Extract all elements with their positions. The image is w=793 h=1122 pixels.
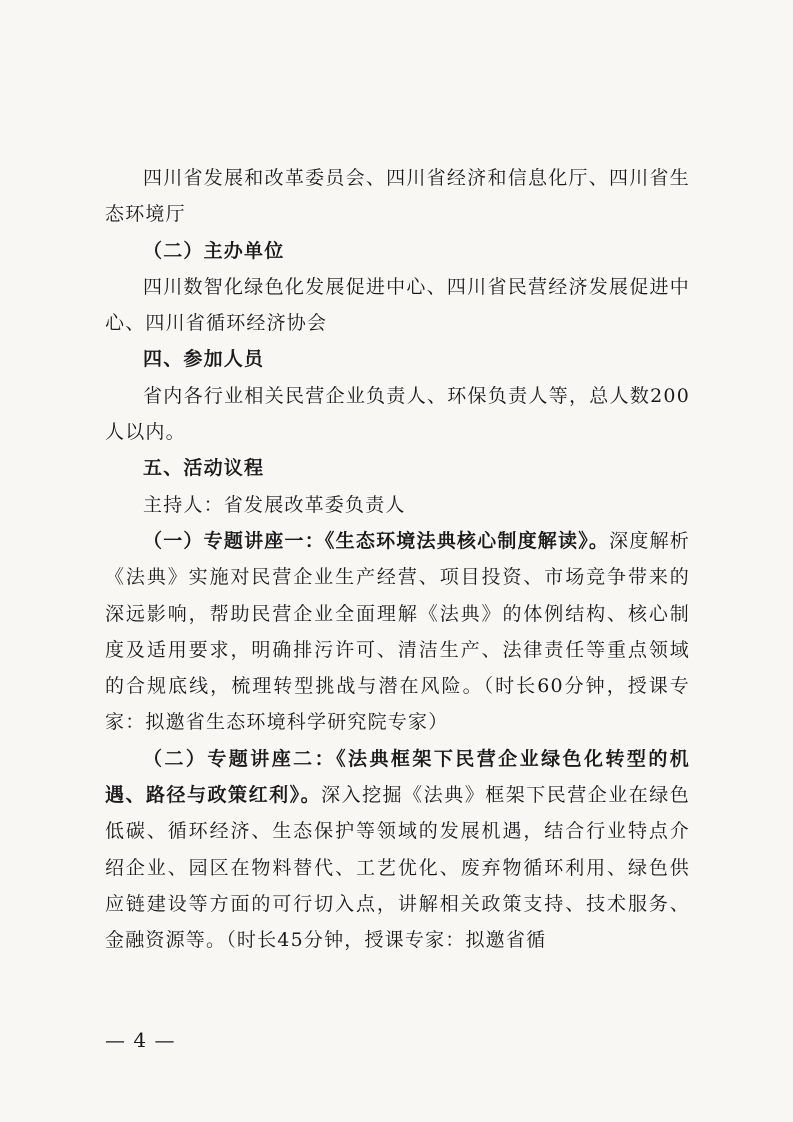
lecture-2-paragraph [105,741,690,959]
host-units-paragraph: 四川数智化绿色化发展促进中心、四川省民营经济发展促进中心、四川省循环经济协会 [105,275,690,335]
participants-paragraph: 省内各行业相关民营企业负责人、环保负责人等，总人数200人以内。 [105,384,690,444]
lecture-1-title: （一）专题讲座一：《生态环境法典核心制度解读》。 [143,529,610,552]
page-number: — 4 — [105,1028,176,1052]
lecture-2-title: （二）专题讲座二：《法典框架下民营企业绿色化转型的机遇、路径与政策红利》。 [105,747,690,807]
participants-heading: 四、参加人员 [143,348,265,371]
document-body [105,160,690,959]
lecture-1-body: 深度解析《法典》实施对民营企业生产经营、项目投资、市场竞争带来的深远影响，帮助民营企业全面理解《法典》的体例结构、核心制度及适用要求，明确排污许可、清洁生产、法律责任等重点领域的合规底线，梳理转型挑战与潜在风险。（时长60分钟，授课专家：拟邀省生态环境科学研究院专家） [105,529,690,734]
host-units-heading: （二）主办单位 [143,239,285,262]
host-paragraph: 主持人：省发展改革委负责人 [143,493,406,516]
agenda-heading: 五、活动议程 [143,457,265,480]
organizer-list-paragraph: 四川省发展和改革委员会、四川省经济和信息化厅、四川省生态环境厅 [105,167,690,226]
lecture-2-body: 深入挖掘《法典》框架下民营企业在绿色低碳、循环经济、生态保护等领域的发展机遇，结合行业特点介绍企业、园区在物料替代、工艺优化、废弃物循环利用、绿色供应链建设等方面的可行切入点，讲解相关政策支持、技术服务、金融资源等。（时长45分钟，授课专家：拟邀省循 [105,784,691,952]
lecture-1-paragraph [105,523,690,741]
